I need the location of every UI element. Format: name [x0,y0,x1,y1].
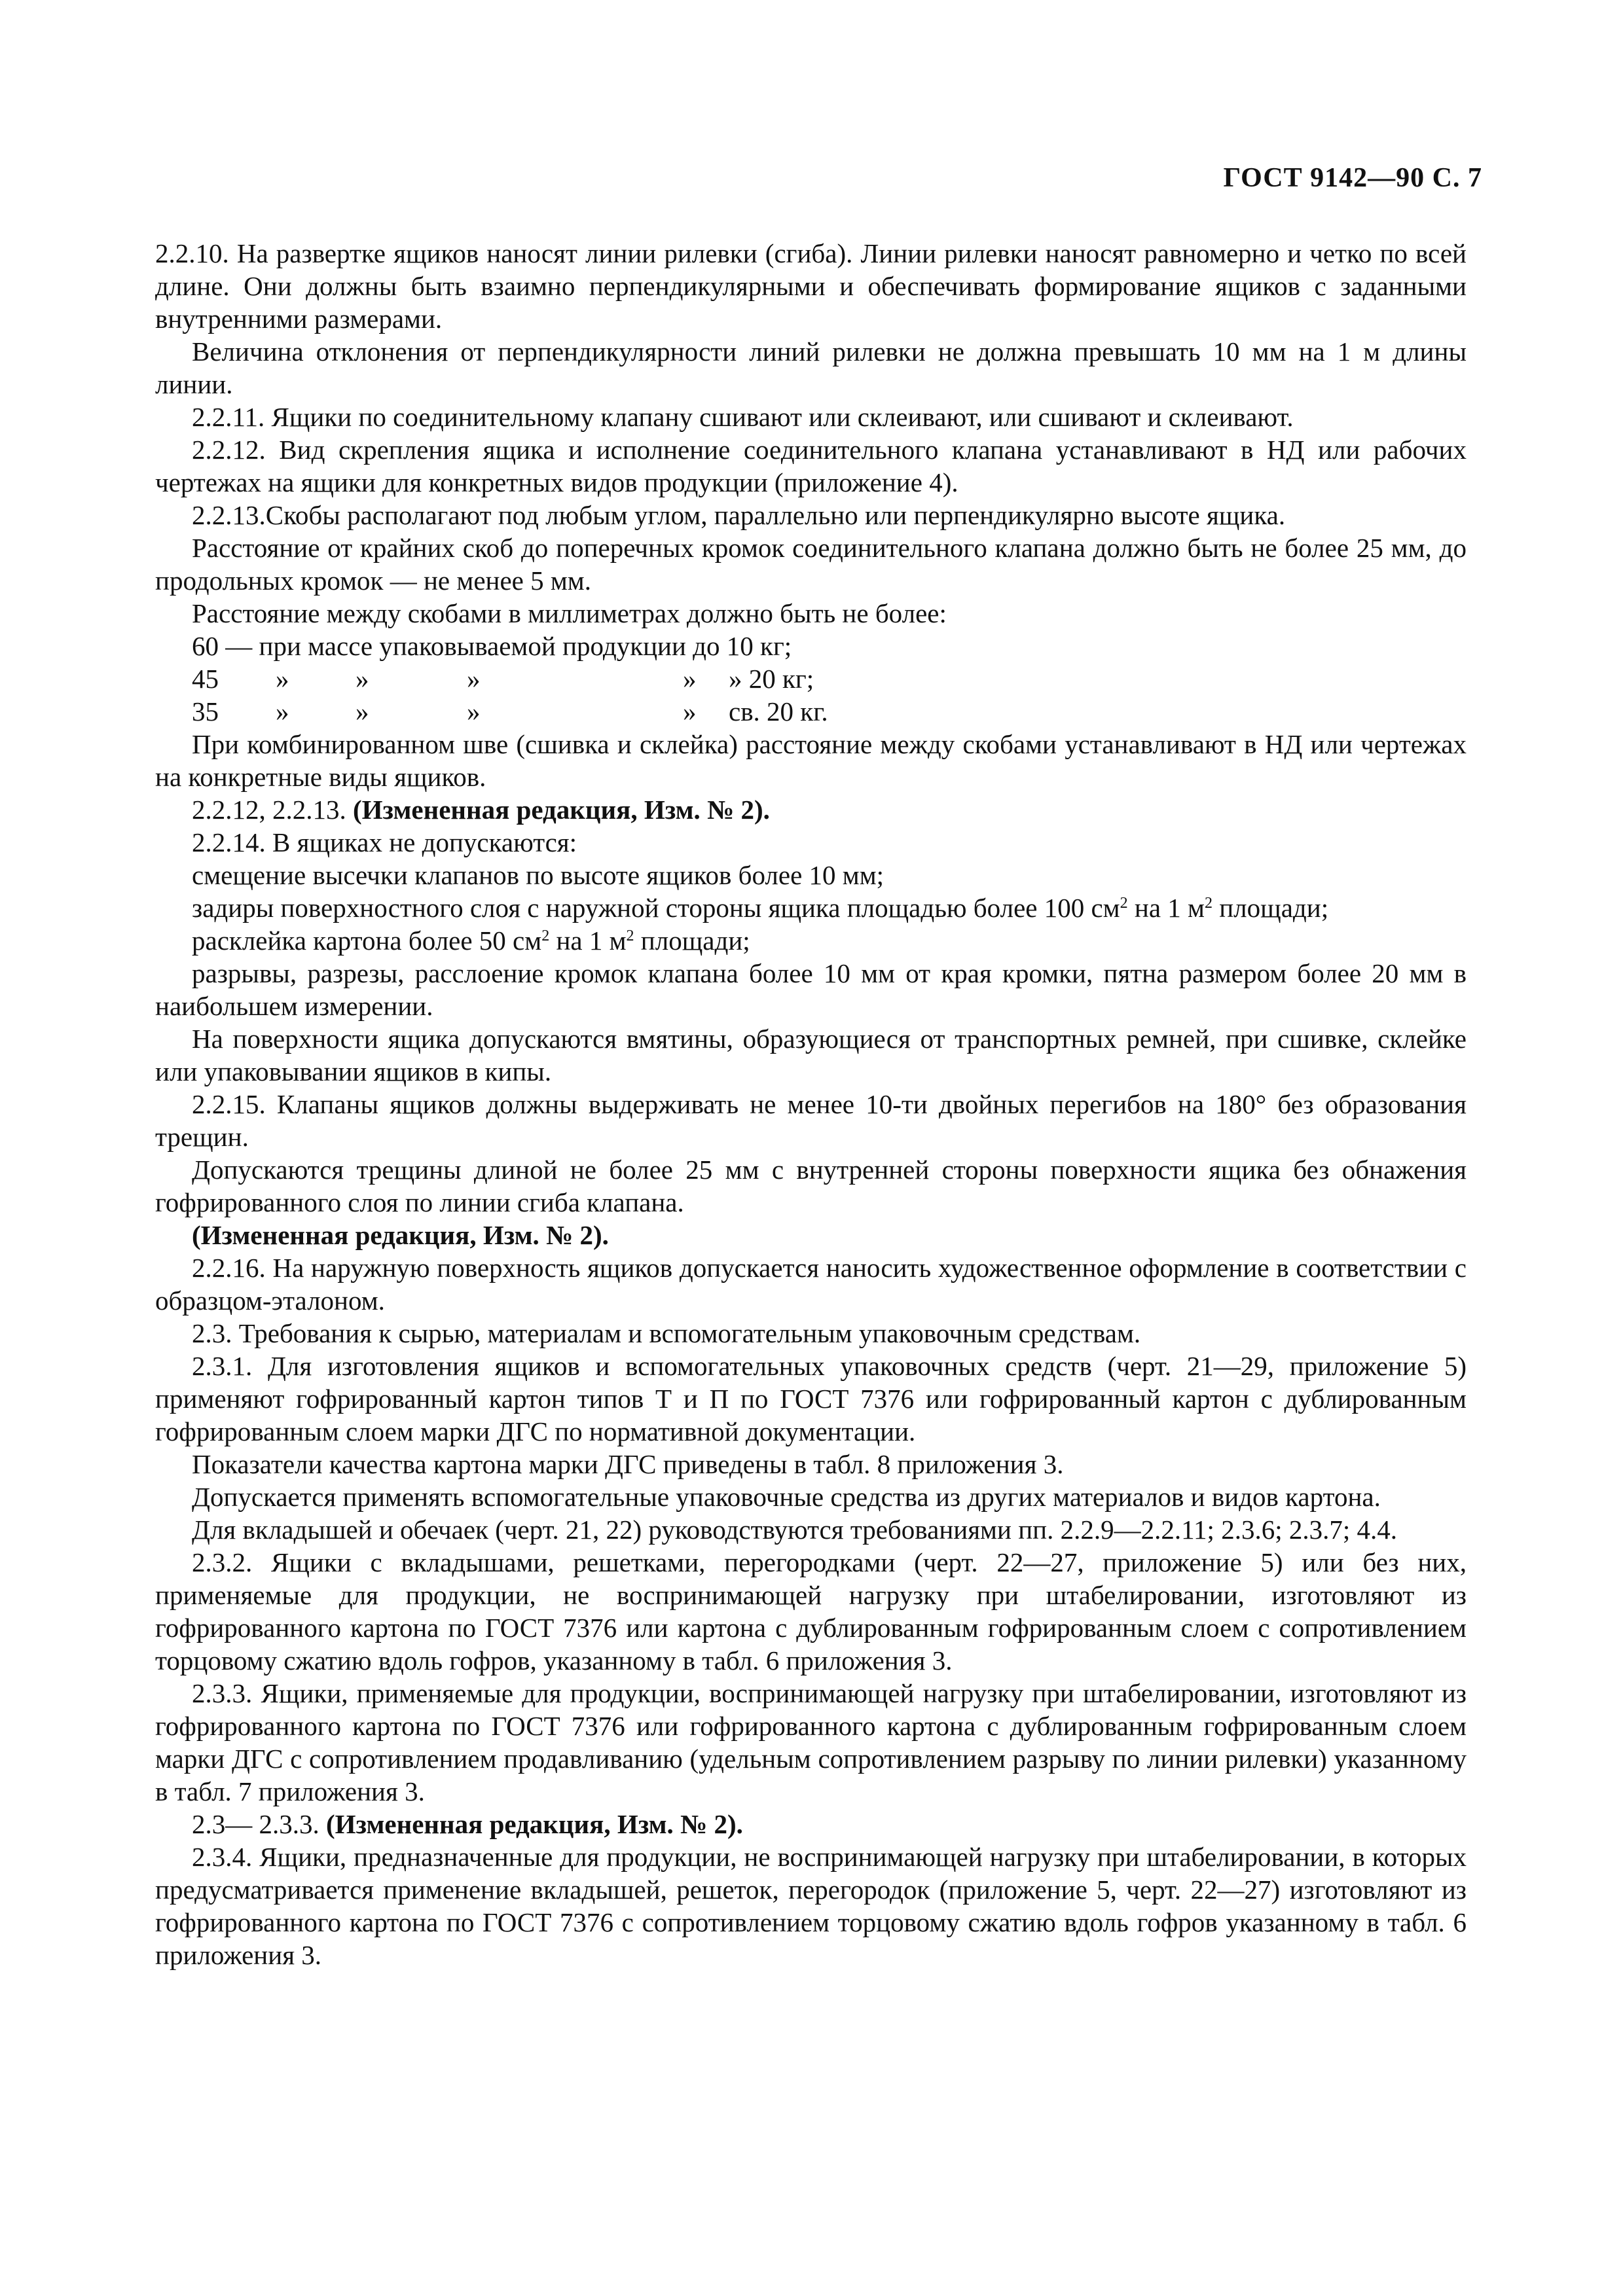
paragraph-other-materials: Допускается применять вспомогательные упаковочные средства из других материалов и видов картона. [192,1482,1381,1512]
paragraph-liners: Для вкладышей и обечаек (черт. 21, 22) руководствуются требованиями пп. 2.2.9—2.2.11; 2.3.6; 2.3.7; 4.4. [192,1515,1397,1545]
spacing-row-60: 60 — при массе упаковываемой продукции до 10 кг; [192,631,792,661]
paragraph-combined-seam: При комбинированном шве (сшивка и склейка) расстояние между скобами устанавливают в НД или чертежах на конкретные виды ящиков. [155,729,1467,792]
paragraph-dents: На поверхности ящика допускаются вмятины, образующиеся от транспортных ремней, при сшивке, склейке или упаковывании ящиков в кипы. [155,1024,1467,1086]
paragraph-2-3-2: 2.3.2. Ящики с вкладышами, решетками, перегородками (черт. 22—27, приложение 5) или без них, применяемые для продукции, не воспринимающей нагрузку при штабелировании, изготовляют из гофрированного картона по ГОСТ 7376 или картона с дублированным гофрированным слоем с сопротивлением торцовому сжатию вдоль гофров, указанному в табл. 6 приложения 3. [155,1547,1467,1676]
amendment-note-3: 2.3— 2.3.3. (Измененная редакция, Изм. № 2). [192,1809,743,1839]
paragraph-staple-spacing-intro: Расстояние между скобами в миллиметрах должно быть не более: [192,598,947,628]
paragraph-2-2-15: 2.2.15. Клапаны ящиков должны выдерживать не менее 10-ти двойных перегибов на 180° без образования трещин. [155,1089,1467,1152]
paragraph-cracks: Допускаются трещины длиной не более 25 мм с внутренней стороны поверхности ящика без обнажения гофрированного слоя по линии сгиба клапана. [155,1155,1467,1217]
spacing-row-35: 35 » » » » св. 20 кг. [192,696,828,726]
paragraph-deviation: Величина отклонения от перпендикулярности линий рилевки не должна превышать 10 мм на 1 м длины линии. [155,336,1467,399]
paragraph-2-3-1: 2.3.1. Для изготовления ящиков и вспомогательных упаковочных средств (черт. 21—29, приложение 5) применяют гофрированный картон типов Т и П по ГОСТ 7376 или гофрированный картон с дублированным гофрированным слоем марки ДГС по нормативной документации. [155,1351,1467,1446]
defect-item-4: разрывы, разрезы, расслоение кромок клапана более 10 мм от края кромки, пятна размером более 20 мм в наибольшем измерении. [155,958,1467,1021]
paragraph-2-2-16: 2.2.16. На наружную поверхность ящиков допускается наносить художественное оформление в соответствии с образцом-эталоном. [155,1253,1467,1316]
document-body [155,237,1467,1971]
amendment-note-1: 2.2.12, 2.2.13. (Измененная редакция, Изм. № 2). [192,795,770,825]
defect-item-3: расклейка картона более 50 $см^2$ на 1 $м^2$ площади; [192,925,750,956]
paragraph-2-2-10: 2.2.10. На развертке ящиков наносят линии рилевки (сгиба). Линии рилевки наносят равномерно и четко по всей длине. Они должны быть взаимно перпендикулярными и обеспечивать формирование ящиков с заданными внутренними размерами. [155,238,1467,334]
paragraph-2-3: 2.3. Требования к сырью, материалам и вспомогательным упаковочным средствам. [192,1318,1141,1348]
spacing-row-45: 45 » » » » » 20 кг; [192,664,814,694]
defect-item-2: задиры поверхностного слоя с наружной стороны ящика площадью более 100 $см^2$ на 1 $м^2$ площади; [192,893,1329,923]
paragraph-2-2-14: 2.2.14. В ящиках не допускаются: [192,827,577,857]
staple-spacing-table [155,630,1467,728]
page-header: ГОСТ 9142—90 С. 7 [1223,163,1482,193]
paragraph-staple-distance: Расстояние от крайних скоб до поперечных кромок соединительного клапана должно быть не более 25 мм, до продольных кромок — не менее 5 мм. [155,533,1467,596]
paragraph-dgs-quality: Показатели качества картона марки ДГС приведены в табл. 8 приложения 3. [192,1449,1064,1479]
paragraph-2-3-3: 2.3.3. Ящики, применяемые для продукции, воспринимающей нагрузку при штабелировании, изготовляют из гофрированного картона по ГОСТ 7376 или гофрированного картона с дублированным гофрированным слоем марки ДГС с сопротивлением продавливанию (удельным сопротивлением разрыву по линии рилевки) указанному в табл. 7 приложения 3. [155,1678,1467,1806]
paragraph-2-3-4: 2.3.4. Ящики, предназначенные для продукции, не воспринимающей нагрузку при штабелировании, в которых предусматривается применение вкладышей, решеток, перегородок (приложение 5, черт. 22—27) изготовляют из гофрированного картона по ГОСТ 7376 с сопротивлением торцовому сжатию вдоль гофров указанному в табл. 6 приложения 3. [155,1842,1467,1970]
paragraph-2-2-11: 2.2.11. Ящики по соединительному клапану сшивают или склеивают, или сшивают и склеивают. [192,402,1294,432]
amendment-note-2: (Измененная редакция, Изм. № 2). [192,1220,609,1250]
paragraph-2-2-13: 2.2.13.Скобы располагают под любым углом, параллельно или перпендикулярно высоте ящика. [192,500,1286,530]
paragraph-2-2-12: 2.2.12. Вид скрепления ящика и исполнение соединительного клапана устанавливают в НД или рабочих чертежах на ящики для конкретных видов продукции (приложение 4). [155,435,1467,497]
defect-item-1: смещение высечки клапанов по высоте ящиков более 10 мм; [192,860,884,890]
